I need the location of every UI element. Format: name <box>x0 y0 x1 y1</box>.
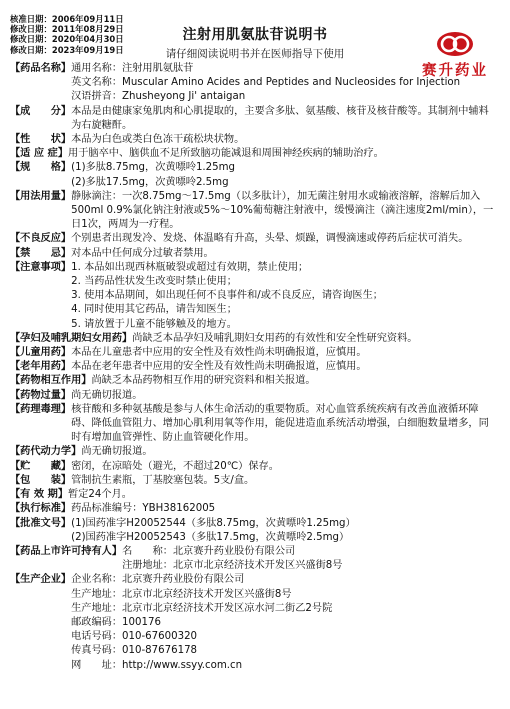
holder-name: 名 称：北京赛升药业股份有限公司 <box>122 545 296 557</box>
section-label: 【药品上市许可持有人】 <box>10 545 123 557</box>
english-name: 英文名称：Muscular Amino Acides and Peptides and Nucleosides for Injection <box>71 77 461 89</box>
common-name: 通用名称：注射用肌氨肽苷 <box>71 63 194 74</box>
approval-line: (1)国药准字H20052544（多肽8.75mg，次黄嘌呤1.25mg） <box>71 517 356 529</box>
manufacturer-website[interactable]: 网 址：http://www.ssyy.com.cn <box>71 659 243 671</box>
precaution-item: 4. 同时使用其它药品，请告知医生； <box>71 304 237 316</box>
section-package <box>10 474 498 488</box>
brand-emblem-icon <box>435 30 475 58</box>
section-appearance <box>10 133 498 147</box>
precaution-item: 1. 本品如出现西林瓶破裂或超过有效期，禁止使用； <box>71 261 309 273</box>
section-children <box>10 346 498 360</box>
document-title: 注射用肌氨肽苷说明书 <box>182 27 328 43</box>
date-line: 修改日期：2020年04月30日 <box>10 34 124 45</box>
section-storage <box>10 460 498 474</box>
section-label: 【生产企业】 <box>10 574 72 586</box>
document-subtitle: 请仔细阅读说明书并在医师指导下使用 <box>165 48 345 60</box>
section-adverse <box>10 232 498 246</box>
section-text: 本品在老年患者中应用的安全性及有效性尚未明确报道，应慎用。 <box>71 361 367 373</box>
section-text: 药品标准编号：YBH38162005 <box>71 503 216 515</box>
section-interaction <box>10 374 498 388</box>
spec-line: (1)多肽8.75mg，次黄嘌呤1.25mg <box>71 162 236 174</box>
section-pharmacokinetics <box>10 445 498 459</box>
section-text: 尚缺乏本品孕妇及哺乳期妇女用药的有效性和安全性研究资料。 <box>132 332 418 344</box>
spec-line: (2)多肽17.5mg，次黄嘌呤2.5mg <box>71 176 229 188</box>
section-label: 【禁 忌】 <box>10 247 72 259</box>
section-label: 【包 装】 <box>10 474 72 486</box>
section-text: 密闭，在凉暗处（避光，不超过20℃）保存。 <box>71 460 279 472</box>
section-approval <box>10 517 498 545</box>
section-indication <box>10 147 498 161</box>
section-label: 【药品名称】 <box>10 63 72 74</box>
section-pregnancy <box>10 332 498 346</box>
section-overdose <box>10 389 498 403</box>
section-text: 本品在儿童患者中应用的安全性及有效性尚未明确报道，应慎用。 <box>71 347 367 359</box>
section-text: 管制抗生素瓶，丁基胶塞包装。5支/盒。 <box>71 474 255 486</box>
section-label: 【药理毒理】 <box>10 403 72 415</box>
manufacturer-line: 邮政编码：100176 <box>71 616 161 628</box>
precaution-item: 5. 请放置于儿童不能够触及的地方。 <box>71 318 237 330</box>
section-label: 【孕妇及哺乳期妇女用药】 <box>10 332 133 344</box>
section-text: 尚无确切报道。 <box>71 389 143 401</box>
section-validity <box>10 488 498 502</box>
section-text: 核苷酸和多种氨基酸是参与人体生命活动的重要物质。对心血管系统疾病有改善血液循环障碍、降低血管阻力、增加心肌利用氧等作用，能促进造血系统活动增强，白细胞数量增多，同时有增加血管弹性、防止血管硬化作用。 <box>71 403 489 444</box>
section-label: 【药物过量】 <box>10 389 72 401</box>
section-manufacturer <box>10 573 498 672</box>
precaution-item: 3. 使用本品期间，如出现任何不良事件和/或不良反应，请咨询医生； <box>71 290 383 302</box>
holder-address: 注册地址：北京市北京经济技术开发区兴盛街8号 <box>122 560 343 572</box>
section-text: 个别患者出现发冷、发烧、体温略有升高，头晕、烦躁，调慢滴速或停药后症状可消失。 <box>71 233 469 245</box>
section-text: 尚无确切报道。 <box>81 446 153 458</box>
manufacturer-line: 生产地址：北京市北京经济技术开发区兴盛街8号 <box>71 588 292 600</box>
brand-name: 赛升药业 <box>422 63 488 79</box>
section-text: 用于脑卒中、脑供血不足所致脑功能减退和周围神经疾病的辅助治疗。 <box>68 148 384 160</box>
section-label: 【性 状】 <box>10 134 72 146</box>
section-ingredients <box>10 105 498 133</box>
manufacturer-line: 传真号码：010-87676178 <box>71 645 198 657</box>
section-label: 【老年用药】 <box>10 361 72 373</box>
date-line: 修改日期：2023年09月19日 <box>10 44 124 55</box>
section-holder <box>10 545 498 573</box>
section-label: 【适 应 症】 <box>10 148 69 160</box>
section-text: 本品为白色或类白色冻干疏松块状物。 <box>71 134 245 146</box>
section-spec <box>10 161 498 189</box>
section-text: 对本品中任何成分过敏者禁用。 <box>71 247 214 259</box>
pinyin-name: 汉语拼音：Zhusheyong Ji' antaigan <box>71 91 246 103</box>
section-standard <box>10 502 498 516</box>
approval-line: (2)国药准字H20052543（多肽17.5mg，次黄嘌呤2.5mg） <box>71 531 350 543</box>
section-pharmacology <box>10 403 498 446</box>
section-label: 【注意事项】 <box>10 261 72 273</box>
section-label: 【执行标准】 <box>10 503 72 515</box>
section-label: 【用法用量】 <box>10 190 72 202</box>
section-label: 【药物相互作用】 <box>10 375 92 387</box>
section-dosage <box>10 190 498 233</box>
section-label: 【批准文号】 <box>10 517 72 529</box>
section-label: 【药代动力学】 <box>10 446 82 458</box>
section-label: 【贮 藏】 <box>10 460 72 472</box>
section-text: 暂定24个月。 <box>68 489 132 501</box>
precaution-item: 2. 当药品性状发生改变时禁止使用； <box>71 276 237 288</box>
section-contraindications <box>10 247 498 261</box>
section-label: 【不良反应】 <box>10 233 72 245</box>
section-text: 静脉滴注：一次8.75mg～17.5mg（以多肽计），加无菌注射用水或输液溶解，溶解后加入500ml 0.9%氯化钠注射液或5%～10%葡萄糖注射液中，缓慢滴注（滴注速度2ml/min），一日1次，两周为一疗程。 <box>71 190 494 231</box>
section-text: 本品是由健康家兔肌肉和心肌提取的，主要含多肽、氨基酸、核苷及核苷酸等。其制剂中辅料为右旋糖酐。 <box>71 105 489 131</box>
section-label: 【有 效 期】 <box>10 489 69 501</box>
section-elderly <box>10 360 498 374</box>
manufacturer-line: 生产地址：北京市北京经济技术开发区凉水河二街乙2号院 <box>71 602 333 614</box>
section-precautions <box>10 261 498 332</box>
manufacturer-line: 电话号码：010-67600320 <box>71 631 198 643</box>
section-label: 【规 格】 <box>10 162 72 174</box>
date-line: 核准日期：2006年09月11日 <box>10 14 124 24</box>
date-line: 修改日期：2011年08月29日 <box>10 24 124 35</box>
section-label: 【儿童用药】 <box>10 347 72 359</box>
section-label: 【成 分】 <box>10 105 72 117</box>
leaflet-content <box>10 62 498 673</box>
section-text: 尚缺乏本品药物相互作用的研究资料和相关报道。 <box>91 375 316 387</box>
section-name <box>10 62 498 105</box>
manufacturer-line: 企业名称：北京赛升药业股份有限公司 <box>71 574 245 586</box>
